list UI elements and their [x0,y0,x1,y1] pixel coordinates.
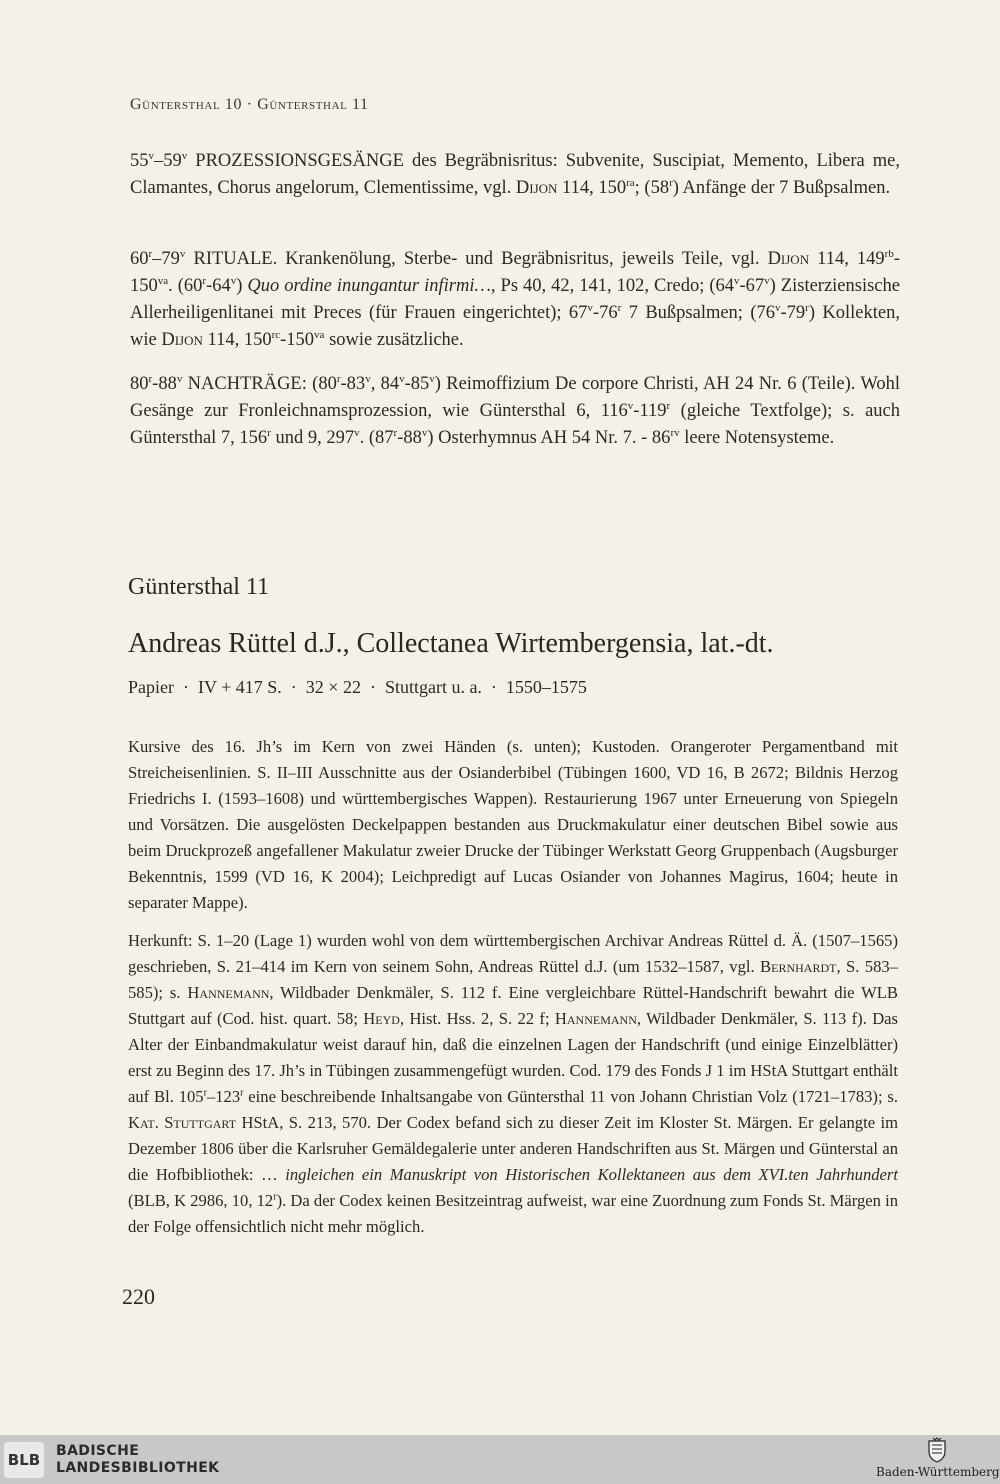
library-footer [0,1435,1000,1484]
entry-prozessionsgesaenge: 55$^v$–59$^v$ PROZESSIONSGESÄNGE des Begräbnisritus: Subvenite, Suscipiat, Memento, Libera me, Clamantes, Chorus angelorum, Clementissime, vgl. Dijon 114, $150^{ra}$; (58$^r$) Anfänge der 7 Bußpsalmen. [130,149,900,198]
manuscript-meta: Papier · IV + 417 S. · 32 × 22 · Stuttgart u. a. · 1550–1575 [128,677,587,697]
manuscript-title: Andreas Rüttel d.J., Collectanea Wirtembergensia, lat.-dt. [128,628,774,659]
description-paragraph: Kursive des 16. Jh’s im Kern von zwei Händen (s. unten); Kustoden. Orangeroter Pergamentband mit Streicheisenlinien. S. II–III Ausschnitte aus der Osianderbibel (Tübingen 1600, VD 16, B 2672; Bildnis Herzog Friedrichs I. (1593–1608) und württembergisches Wappen). Restaurierung 1967 unter Erneuerung von Spiegeln und Vorsätzen. Die ausgelösten Deckelpappen bestanden aus Druckmakulatur einer deutschen Bibel sowie aus beim Druckprozeß angefallener Makulatur zweier Drucke der Tübinger Werkstatt Georg Gruppenbach (Augsburger Bekenntnis, 1599 (VD 16, K 2004); Leichpredigt auf Lucas Osiander von Johannes Magirus, 1604; heute in separater Mappe). [128,737,898,912]
library-name-line1: BADISCHE [56,1443,140,1459]
entry-rituale: 60$^r$–79$^v$ RITUALE. Krankenölung, Sterbe- und Begräbnisritus, jeweils Teile, vgl. Dijon 114, $149^{rb}-150^{va}$. (60$^r$-64$^v$) Quo ordine inungantur infirmi…, Ps 40, 42, 141, 102, Credo; (64$^v$-67$^v$) Zisterziensische Allerheiligenlitanei mit Preces (für Frauen eingerichtet); 67$^v$-76$^r$ 7 Bußpsalmen; (76$^v$-79$^r$) Kollekten, wie Dijon 114, $150^{rc}-150^{va}$ sowie zusätzliche. [130,247,900,350]
library-name[interactable] [56,1443,219,1477]
library-name-line2: LANDESBIBLIOTHEK [56,1460,220,1476]
state-label: Baden-Württemberg [876,1465,1000,1479]
provenance-paragraph: Herkunft: S. 1–20 (Lage 1) wurden wohl von dem württembergischen Archivar Andreas Rüttel d. Ä. (1507–1565) geschrieben, S. 21–414 im Kern von seinem Sohn, Andreas Rüttel d.J. (um 1532–1587, vgl. Bernhardt, S. 583–585); s. Hannemann, Wildbader Denkmäler, S. 112 f. Eine vergleichbare Rüttel-Handschrift bewahrt die WLB Stuttgart auf (Cod. hist. quart. 58; Heyd, Hist. Hss. 2, S. 22 f; Hannemann, Wildbader Denkmäler, S. 113 f). Das Alter der Einbandmakulatur weist darauf hin, daß die einzelnen Lagen der Handschrift (und einige Einzelblätter) erst zu Beginn des 17. Jh’s in Tübingen zusammengefügt wurden. Cod. 179 des Fonds J 1 im HStA Stuttgart enthält auf Bl. 105$^r$–123$^r$ eine beschreibende Inhaltsangabe von Güntersthal 11 von Johann Christian Volz (1721–1783); s. Kat. Stuttgart HStA, S. 213, 570. Der Codex befand sich zu dieser Zeit im Kloster St. Märgen. Er gelangte im Dezember 1806 über die Karlsruher Gemäldegalerie unter anderen Handschriften aus St. Märgen und Günterstal an die Hofbibliothek: … ingleichen ein Manuskript von Historischen Kollektaneen aus dem XVI.ten Jahrhundert (BLB, K 2986, 10, 12$^r$). Da der Codex keinen Besitzeintrag aufweist, war eine Zuordnung zum Fonds St. Märgen in der Folge offensichtlich nicht mehr möglich. [128,931,899,1236]
crest-icon [926,1437,948,1463]
section-title: Güntersthal 11 [128,574,270,600]
page-number: 220 [122,1284,155,1309]
entry-nachtraege: 80$^r$-88$^v$ NACHTRÄGE: (80$^r$-83$^v$, 84$^v$-85$^v$) Reimoffizium De corpore Christi, AH 24 Nr. 6 (Teile). Wohl Gesänge zur Fronleichnamsprozession, wie Güntersthal 6, 116$^v$-119$^r$ (gleiche Textfolge); s. auch Güntersthal 7, 156$^r$ und 9, 297$^v$. (87$^r$-88$^v$) Osterhymnus AH 54 Nr. 7. - $86^{rv}$ leere Notensysteme. [130,372,900,448]
blb-logo[interactable]: BLB [4,1442,44,1478]
running-head: Güntersthal 10 · Güntersthal 11 [130,96,369,113]
